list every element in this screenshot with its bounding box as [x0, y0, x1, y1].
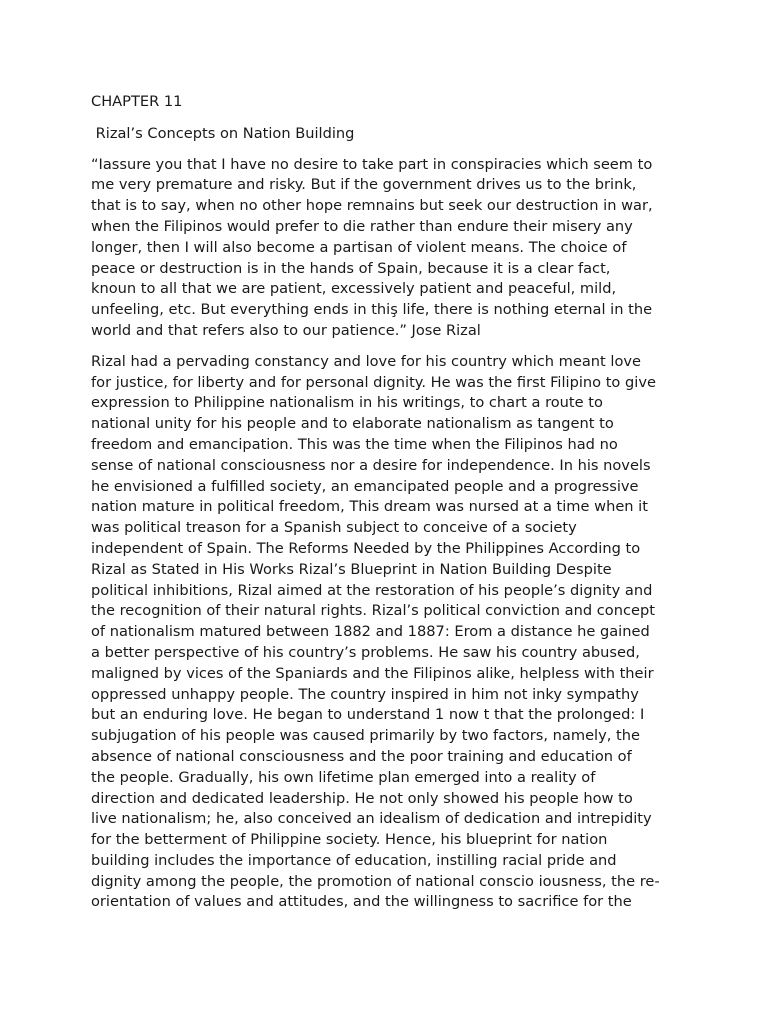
- text-line: world and that refers also to our patience.” Jose Rizal: [91, 321, 481, 339]
- text-line: live nationalism; he, also conceived an idealism of dedication and intrepidity: [91, 810, 652, 828]
- text-line: for justice, for liberty and for personal dignity. He was the first Filipino to give: [91, 373, 656, 391]
- text-line: expression to Philippine nationalism in his writings, to chart a route to: [91, 394, 603, 412]
- quote-paragraph: [91, 155, 691, 342]
- text-line: but an enduring love. He began to understand 1 now t that the prolonged: I: [91, 706, 645, 724]
- text-line: for the betterment of Philippine society. Hence, his blueprint for nation: [91, 831, 608, 849]
- text-line: longer, then I will also become a partisan of violent means. The choice of: [91, 238, 627, 256]
- text-line: the recognition of their natural rights. Rizal’s political conviction and concept: [91, 602, 655, 620]
- text-line: oppressed unhappy people. The country inspired in him not inky sympathy: [91, 685, 639, 703]
- text-line: absence of national consciousness and the poor training and education of: [91, 747, 632, 765]
- text-line: independent of Spain. The Reforms Needed by the Philippines According to: [91, 539, 641, 557]
- text-line: knoun to all that we are patient, excessively patient and peaceful, mild,: [91, 280, 617, 298]
- text-line: maligned by vices of the Spaniards and the Filipinos alike, helpless with their: [91, 664, 654, 682]
- text-line: of nationalism matured between 1882 and 1887: Erom a distance he gained: [91, 623, 650, 641]
- text-line: Rizal had a pervading constancy and love for his country which meant love: [91, 352, 642, 370]
- chapter-heading: CHAPTER 11: [91, 93, 183, 110]
- body-paragraph: [91, 352, 691, 914]
- text-line: sense of national consciousness nor a desire for independence. In his novels: [91, 456, 651, 474]
- text-line: national unity for his people and to elaborate nationalism as tangent to: [91, 415, 614, 433]
- text-line: unfeeling, etc. But everything ends in thiş life, there is nothing eternal in the: [91, 301, 653, 319]
- text-line: he envisioned a fulfilled society, an emancipated people and a progressive: [91, 477, 639, 495]
- document-page: [91, 92, 691, 913]
- text-line: the people. Gradually, his own lifetime plan emerged into a reality of: [91, 768, 596, 786]
- text-line: freedom and emancipation. This was the time when the Filipinos had no: [91, 435, 618, 453]
- text-line: orientation of values and attitudes, and the willingness to sacrifice for the: [91, 893, 632, 911]
- text-line: dignity among the people, the promotion of national conscio iousness, the re-: [91, 872, 660, 890]
- text-line: subjugation of his people was caused primarily by two factors, namely, the: [91, 727, 640, 745]
- text-line: political inhibitions, Rizal aimed at the restoration of his people’s dignity and: [91, 581, 653, 599]
- text-line: Rizal as Stated in His Works Rizal’s Blueprint in Nation Building Despite: [91, 560, 612, 578]
- text-line: direction and dedicated leadership. He not only showed his people how to: [91, 789, 633, 807]
- chapter-title: Rizal’s Concepts on Nation Building: [91, 124, 355, 142]
- text-line: a better perspective of his country’s problems. He saw his country abused,: [91, 643, 640, 661]
- text-line: building includes the importance of education, instilling racial pride and: [91, 851, 617, 869]
- text-line: “Iassure you that I have no desire to take part in conspiracies which seem to: [91, 155, 653, 173]
- text-line: was political treason for a Spanish subject to conceive of a society: [91, 519, 577, 537]
- text-line: nation mature in political freedom, This dream was nursed at a time when it: [91, 498, 648, 516]
- text-line: me very premature and risky. But if the government drives us to the brink,: [91, 176, 637, 194]
- text-line: when the Filipinos would prefer to die rather than endure their misery any: [91, 217, 633, 235]
- text-line: peace or destruction is in the hands of Spain, because it is a clear fact,: [91, 259, 611, 277]
- text-line: that is to say, when no other hope remnains but seek our destruction in war,: [91, 197, 653, 215]
